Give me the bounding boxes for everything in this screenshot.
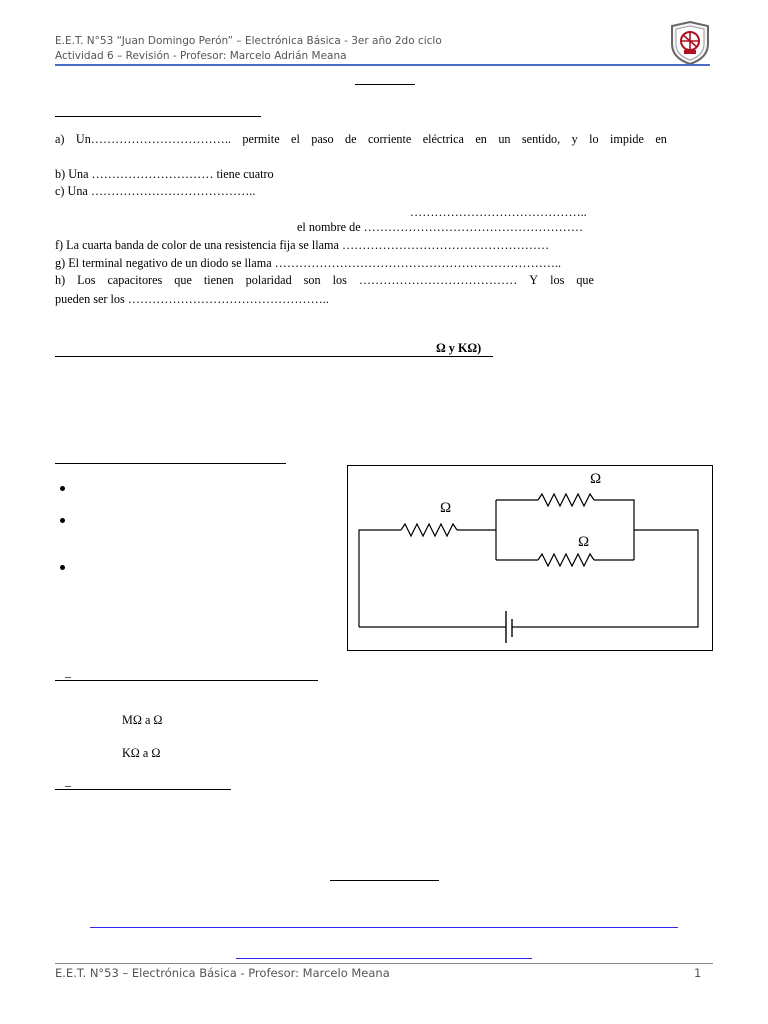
question-h-word: capacitores (107, 273, 163, 287)
question-h-word: los (550, 273, 565, 287)
section5-dash: _ (65, 774, 72, 788)
question-c: c) Una ………………………………….. (55, 184, 256, 198)
header-subtitle: Actividad 6 – Revisión - Profesor: Marcelo Adrián Meana (55, 50, 347, 62)
section3-underline (55, 463, 286, 464)
section4-underline (55, 680, 318, 681)
question-d-blank: …………………………………….. (410, 205, 587, 219)
footer-rule (55, 963, 713, 964)
bullet-1 (60, 486, 65, 491)
question-a-word: un (498, 132, 511, 146)
question-h-word: los (332, 273, 347, 287)
question-h-word: tienen (203, 273, 234, 287)
question-a-word: impide (610, 132, 644, 146)
r2-label: Ω (590, 471, 602, 487)
question-a-word: a) (55, 132, 65, 146)
conversion-2: KΩ a Ω (122, 746, 161, 760)
question-a-word: y (571, 132, 578, 146)
question-h-word: Y (529, 273, 539, 287)
question-a-word: Un…………………………….. (75, 132, 231, 146)
link-line-2[interactable] (236, 958, 532, 959)
question-h-word: son (303, 273, 321, 287)
question-b: b) Una ………………………… tiene cuatro (55, 167, 274, 181)
question-a-word: paso (311, 132, 334, 146)
question-e: el nombre de ……………………………………………… (297, 220, 584, 234)
link-line-1[interactable] (90, 927, 678, 928)
closing-underline (330, 880, 439, 881)
question-a-word: en (475, 132, 487, 146)
question-a-word: permite (242, 132, 280, 146)
header-rule (55, 64, 710, 66)
question-h-continuation: pueden ser los ………………………………………….. (55, 292, 329, 306)
question-a-word: el (291, 132, 300, 146)
section4-dash: _ (65, 665, 72, 679)
bullet-2 (60, 518, 65, 523)
title-underline (355, 84, 415, 85)
question-h-word: ………………………………… (358, 273, 518, 287)
question-a-word: en (655, 132, 667, 146)
footer-text: E.E.T. N°53 – Electrónica Básica - Profesor: Marcelo Meana (55, 966, 390, 980)
question-a-word: de (345, 132, 357, 146)
r3-label: Ω (578, 534, 590, 550)
section1-underline (55, 116, 261, 117)
section2-units: Ω y KΩ) (436, 341, 482, 355)
question-a-word: corriente (367, 132, 412, 146)
question-h-word: que (174, 273, 192, 287)
section2-underline (55, 356, 493, 357)
question-a-word: eléctrica (422, 132, 464, 146)
question-a (55, 132, 667, 147)
question-a-word: sentido, (521, 132, 561, 146)
bullet-3 (60, 565, 65, 570)
page-number: 1 (694, 966, 702, 980)
question-h-word: h) (55, 273, 66, 287)
question-h (55, 273, 594, 288)
question-g: g) El terminal negativo de un diodo se llama …………………………………………………………….. (55, 256, 562, 270)
question-h-word: Los (77, 273, 96, 287)
r1-label: Ω (440, 500, 452, 516)
question-f: f) La cuarta banda de color de una resistencia fija se llama …………………………………………… (55, 238, 550, 252)
circuit-diagram (347, 465, 713, 651)
school-shield-logo (668, 20, 712, 66)
conversion-1: MΩ a Ω (122, 713, 163, 727)
section5-underline (55, 789, 231, 790)
circuit-frame (348, 466, 713, 651)
question-a-word: lo (589, 132, 599, 146)
header-title: E.E.T. N°53 “Juan Domingo Perón” – Electrónica Básica - 3er año 2do ciclo (55, 35, 442, 47)
question-h-word: polaridad (245, 273, 292, 287)
question-h-word: que (576, 273, 594, 287)
